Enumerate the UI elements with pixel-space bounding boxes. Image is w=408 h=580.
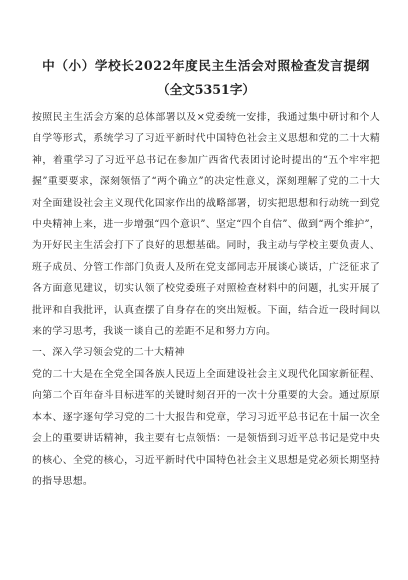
section-1-paragraph: 党的二十大是在全党全国各族人民迈上全面建设社会主义现代化国家新征程、向第二个百年奋斗目标进军的关键时刻召开的一次十分重要的大会。通过原原本本、逐字逐句学习党的二十大报告和党章，学习习近平总书记在十届一次全会上的重要讲话精神，我主要有七点领悟：一是领悟到习近平总书记是党中央的核心、全党的核心，习近平新时代中国特色社会主义思想是党必须长期坚持的指导思想。 — [32, 368, 380, 487]
document-body — [32, 107, 380, 492]
intro-paragraph: 按照民主生活会方案的总体部署以及×党委统一安排，我通过集中研讨和个人自学等形式，系统学习了习近平新时代中国特色社会主义思想和党的二十大精神，着重学习了习近平总书记在参加广西省代表团讨论时提出的“五个牢牢把握”重要要求，深刻领悟了“两个确立”的决定性意义，深刻理解了党的二十大对全面建设社会主义现代化国家作出的战略部署，切实把思想和行动统一到党中央精神上来，进一步增强“四个意识”、坚定“四个自信”、做到“两个维护”，为开好民主生活会打下了良好的思想基础。同时，我主动与学校主要负责人、班子成员、分管工作部门负责人及所在党支部同志开展谈心谈话，广泛征求了各方面意见建议，切实认领了校党委班子对照检查材料中的问题，扎实开展了批评和自我批评，认真查摆了自身存在的突出短板。下面，结合近一段时间以来的学习思考，我谈一谈自己的差距不足和努力方向。 — [32, 112, 380, 338]
document-subtitle: （全文5351字） — [156, 82, 256, 97]
document-title: 中（小）学校长2022年度民主生活会对照检查发言提纲 — [42, 58, 370, 73]
section-heading-1: 一、深入学习领会党的二十大精神 — [32, 347, 185, 359]
